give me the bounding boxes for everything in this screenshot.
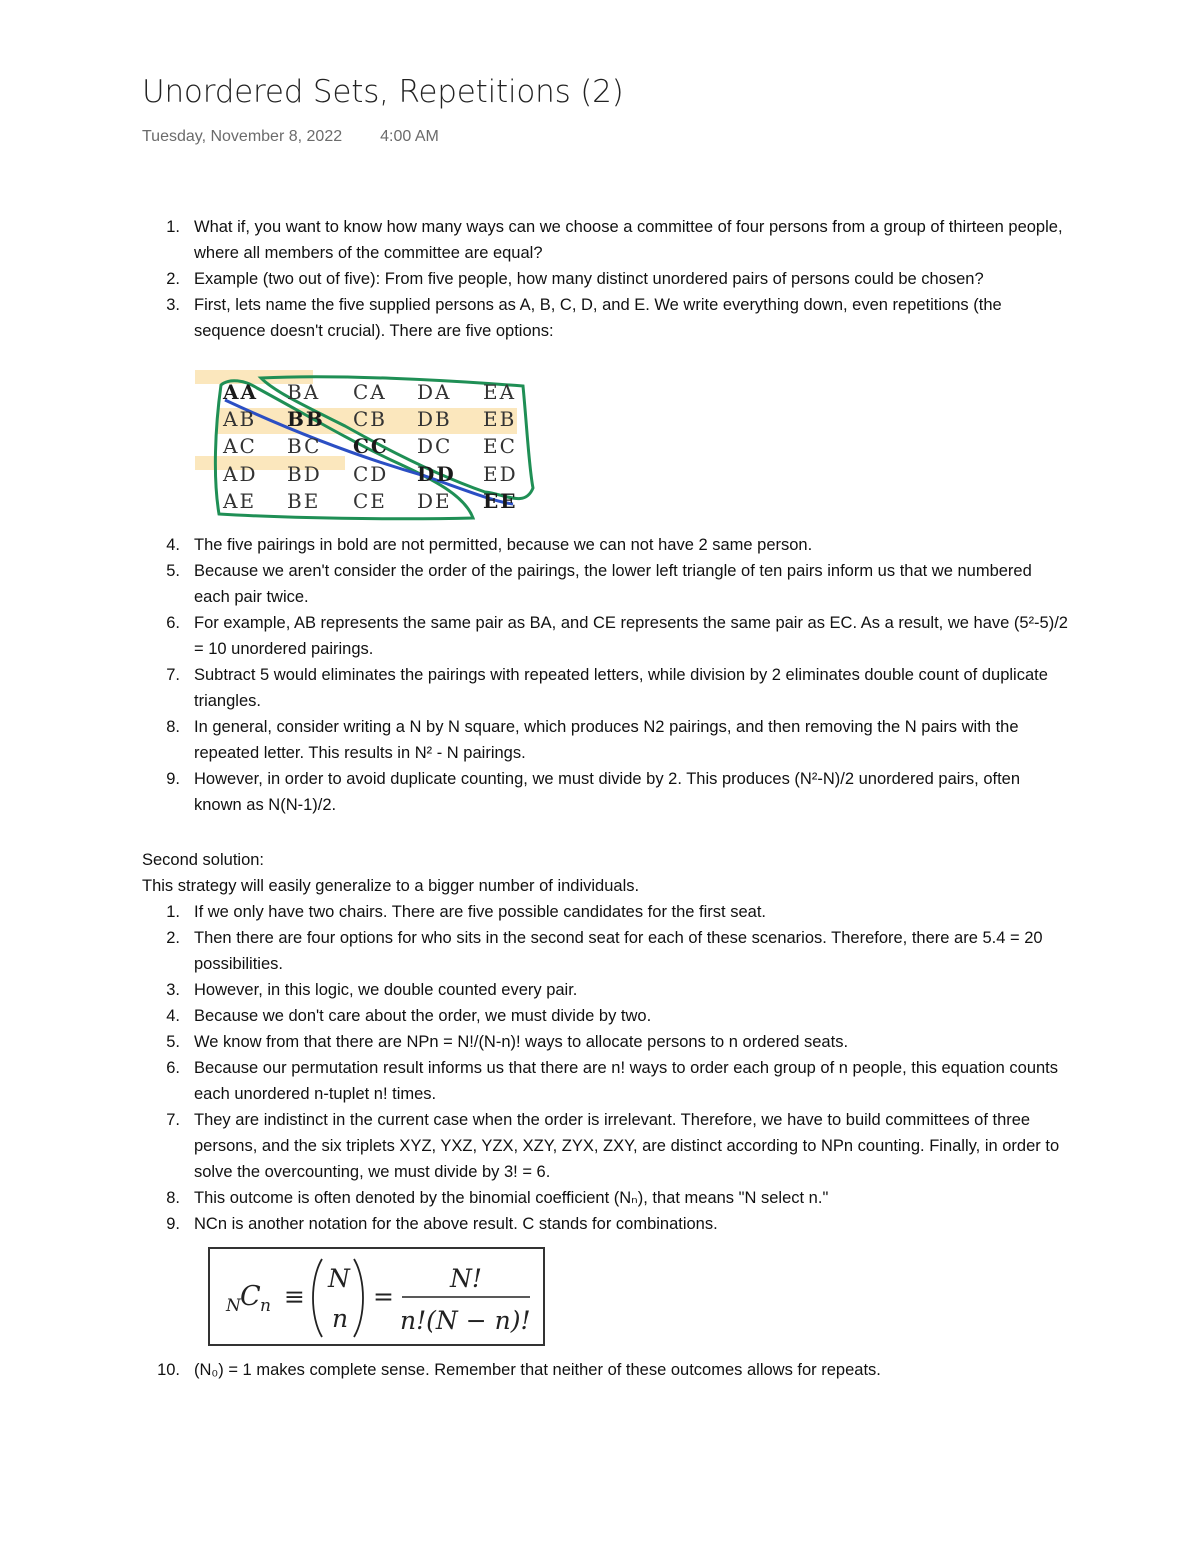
list-item-text: Because our permutation result informs us that there are n! ways to order each group of n people, this equation counts each unordered n-tuplet n! times. xyxy=(194,1059,1059,1103)
list-item-text: First, lets name the five supplied persons as A, B, C, D, and E. We write everything down, even repetitions (the sequence doesn't crucial). There are five options: xyxy=(194,296,1002,340)
combination-formula xyxy=(210,1249,543,1344)
formula-c-subscript: n xyxy=(260,1296,271,1316)
grid-cell-pair: AC xyxy=(223,434,257,458)
list-item xyxy=(142,1357,1072,1383)
grid-cell-repeated-pair: BB xyxy=(287,407,325,431)
second-solution-heading: Second solution: xyxy=(142,851,265,869)
grid-cell-repeated-pair: DD xyxy=(417,462,456,486)
list-item xyxy=(142,977,1072,1003)
first-solution-list xyxy=(142,214,1072,344)
list-item xyxy=(142,610,1072,662)
grid-cell-pair: BD xyxy=(287,462,322,486)
list-item-number: 7. xyxy=(166,666,180,684)
list-item-text: Because we don't care about the order, we must divide by two. xyxy=(194,1007,652,1025)
formula-equiv: ≡ xyxy=(284,1282,305,1311)
list-item-number: 4. xyxy=(166,536,180,554)
list-item-text: This outcome is often denoted by the binomial coefficient (Nₙ), that means "N select n." xyxy=(194,1189,829,1207)
grid-cell-repeated-pair: CC xyxy=(353,434,389,458)
list-item-number: 6. xyxy=(166,614,180,632)
list-item xyxy=(142,1029,1072,1055)
list-item-text: We know from that there are NPn = N!/(N-n)! ways to allocate persons to n ordered seats. xyxy=(194,1033,849,1051)
grid-cell-pair: AD xyxy=(223,462,258,486)
grid-cell-pair: CE xyxy=(353,489,387,513)
list-item xyxy=(142,558,1072,610)
list-item-number: 9. xyxy=(166,1215,180,1233)
formula-denominator: n!(N − n)! xyxy=(400,1306,531,1335)
list-item-text: In general, consider writing a N by N square, which produces N2 pairings, and then removing the N pairs with the repeated letter. This results in N² - N pairings. xyxy=(194,718,1019,762)
list-item-text: The five pairings in bold are not permitted, because we can not have 2 same person. xyxy=(194,536,813,554)
list-item-number: 8. xyxy=(166,718,180,736)
final-list xyxy=(142,1357,1072,1383)
second-solution-list xyxy=(142,899,1072,1237)
formula-equals: = xyxy=(373,1282,394,1311)
grid-cell-pair: CD xyxy=(353,462,389,486)
list-item-text: However, in order to avoid duplicate counting, we must divide by 2. This produces (N²-N)/2 unordered pairs, often known as N(N-1)/2. xyxy=(194,770,1021,814)
list-item-number: 1. xyxy=(166,218,180,236)
pairs-grid-image xyxy=(195,368,545,528)
list-item-number: 1. xyxy=(166,903,180,921)
list-item-number: 8. xyxy=(166,1189,180,1207)
list-item-number: 3. xyxy=(166,296,180,314)
right-paren xyxy=(354,1259,363,1337)
grid-cell-pair: EB xyxy=(483,407,517,431)
grid-cell-pair: CB xyxy=(353,407,387,431)
grid-cell-pair: AB xyxy=(223,407,257,431)
grid-cell-pair: BC xyxy=(287,434,322,458)
list-item-number: 6. xyxy=(166,1059,180,1077)
formula-numerator: N! xyxy=(450,1264,482,1293)
list-item xyxy=(142,925,1072,977)
grid-cell-pair: BA xyxy=(287,380,321,404)
list-item-text: (N₀) = 1 makes complete sense. Remember that neither of these outcomes allows for repeats. xyxy=(194,1361,881,1379)
list-item-text: What if, you want to know how many ways can we choose a committee of four persons from a group of thirteen people, where all members of the committee are equal? xyxy=(194,218,1063,262)
list-item xyxy=(142,266,1072,292)
list-item-number: 5. xyxy=(166,562,180,580)
grid-cell-repeated-pair: AA xyxy=(223,380,259,404)
grid-cell-pair: BE xyxy=(287,489,321,513)
list-item-number: 9. xyxy=(166,770,180,788)
list-item xyxy=(142,1211,1072,1237)
list-item xyxy=(142,532,1072,558)
list-item-number: 5. xyxy=(166,1033,180,1051)
grid-cell-pair: EA xyxy=(483,380,517,404)
grid-cell-pair: EC xyxy=(483,434,517,458)
highlight-band xyxy=(195,456,345,470)
list-item xyxy=(142,214,1072,266)
list-item-text: They are indistinct in the current case when the order is irrelevant. Therefore, we have to build committees of three persons, and the six triplets XYZ, YXZ, YZX, XZY, ZYX, ZXY, are distinct according to NPn counting. Finally, in order to solve the overcounting, we must divide by 3! = 6. xyxy=(194,1111,1060,1181)
first-solution-list-continued xyxy=(142,532,1072,818)
grid-cell-repeated-pair: EE xyxy=(483,489,518,513)
list-item-number: 10. xyxy=(157,1361,180,1379)
left-paren xyxy=(313,1259,322,1337)
note-date: Tuesday, November 8, 2022 xyxy=(142,128,343,145)
list-item xyxy=(142,292,1072,344)
list-item xyxy=(142,1055,1072,1107)
grid-cell-pair: DA xyxy=(417,380,452,404)
grid-cell-pair: DC xyxy=(417,434,453,458)
list-item-text: Then there are four options for who sits in the second seat for each of these scenarios. Therefore, there are 5.4 = 20 possibilities. xyxy=(194,929,1043,973)
grid-cell-pair: AE xyxy=(223,489,257,513)
binom-top: N xyxy=(328,1264,350,1293)
list-item-text: For example, AB represents the same pair as BA, and CE represents the same pair as EC. As a result, we have (5²-5)/2 = 10 unordered pairings. xyxy=(194,614,1068,658)
list-item xyxy=(142,714,1072,766)
grid-cell-pair: DB xyxy=(417,407,452,431)
list-item-text: Example (two out of five): From five people, how many distinct unordered pairs of persons could be chosen? xyxy=(194,270,984,288)
page-title: Unordered Sets, Repetitions (2) xyxy=(142,74,624,110)
combination-formula-box xyxy=(208,1247,545,1346)
formula-c: C xyxy=(240,1281,261,1312)
list-item-number: 4. xyxy=(166,1007,180,1025)
list-item xyxy=(142,662,1072,714)
binom-bottom: n xyxy=(332,1304,349,1333)
grid-cell-pair: DE xyxy=(417,489,452,513)
list-item-number: 2. xyxy=(166,270,180,288)
list-item-text: If we only have two chairs. There are five possible candidates for the first seat. xyxy=(194,903,766,921)
list-item-number: 3. xyxy=(166,981,180,999)
list-item xyxy=(142,1003,1072,1029)
formula-pre-subscript: N xyxy=(226,1296,241,1316)
list-item xyxy=(142,1185,1072,1211)
list-item-number: 7. xyxy=(166,1111,180,1129)
list-item xyxy=(142,766,1072,818)
list-item-text: Because we aren't consider the order of the pairings, the lower left triangle of ten pairs inform us that we numbered each pair twice. xyxy=(194,562,1032,606)
second-solution-intro: This strategy will easily generalize to a bigger number of individuals. xyxy=(142,877,640,895)
list-item xyxy=(142,1107,1072,1185)
note-time: 4:00 AM xyxy=(380,128,439,145)
grid-cell-pair: CA xyxy=(353,380,387,404)
list-item-number: 2. xyxy=(166,929,180,947)
list-item-text: Subtract 5 would eliminates the pairings with repeated letters, while division by 2 eliminates double count of duplicate triangles. xyxy=(194,666,1048,710)
grid-cell-pair: ED xyxy=(483,462,518,486)
list-item-text: However, in this logic, we double counted every pair. xyxy=(194,981,578,999)
list-item-text: NCn is another notation for the above result. C stands for combinations. xyxy=(194,1215,718,1233)
note-dateline xyxy=(142,128,439,146)
list-item xyxy=(142,899,1072,925)
